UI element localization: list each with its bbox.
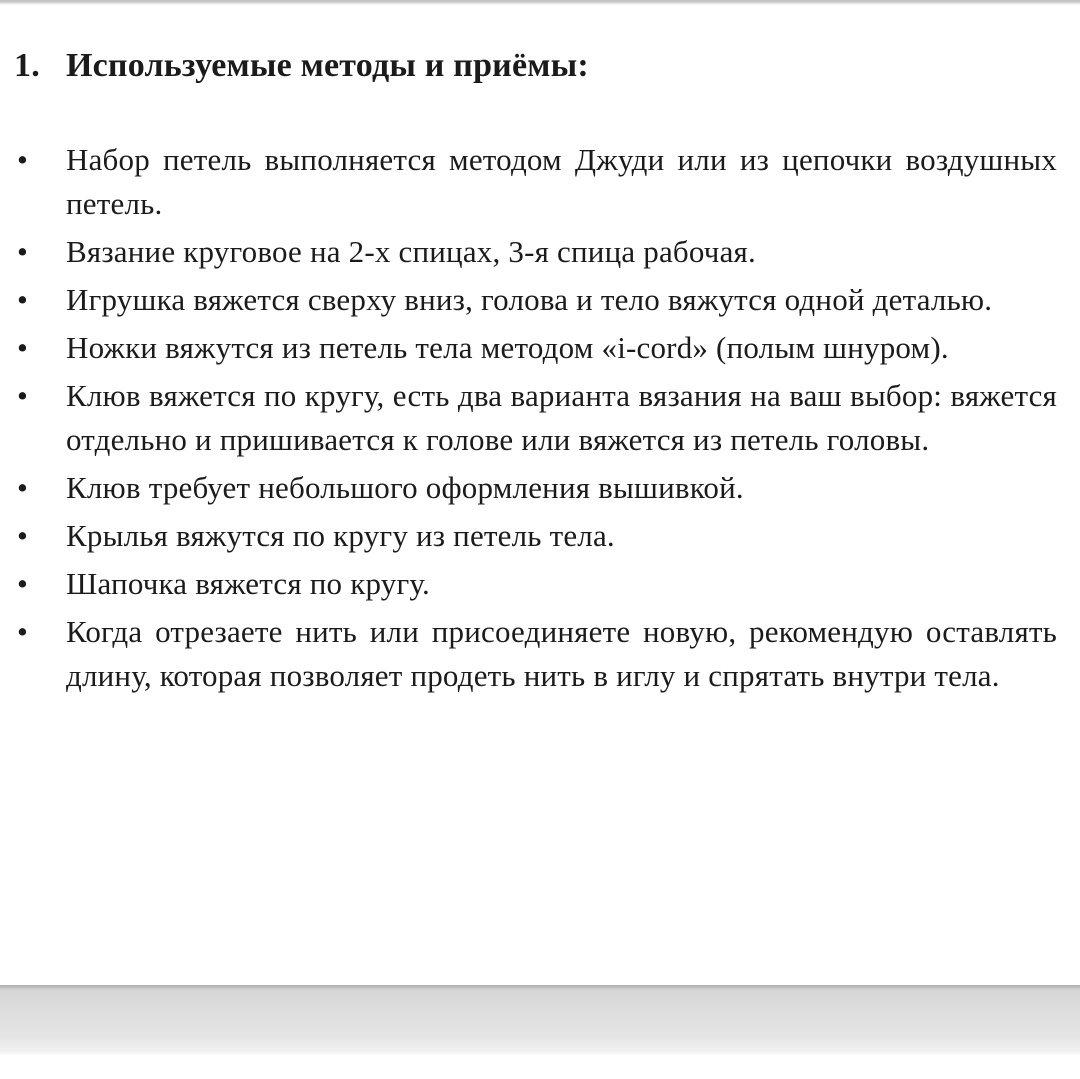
list-item-text: Вязание круговое на 2-х спицах, 3-я спица рабочая. <box>66 234 756 269</box>
bullet-icon: • <box>17 282 28 317</box>
next-page-top <box>0 1055 1080 1079</box>
list-item-text: Шапочка вяжется по кругу. <box>66 566 430 601</box>
bullet-icon: • <box>17 566 28 601</box>
list-item <box>14 138 1057 226</box>
list-item <box>14 466 1057 510</box>
document-page <box>0 6 1080 985</box>
list-item <box>14 326 1057 370</box>
list-item-text: Ножки вяжутся из петель тела методом «i-cord» (полым шнуром). <box>66 330 949 365</box>
bullet-icon: • <box>17 470 28 505</box>
list-item <box>14 278 1057 322</box>
bullet-icon: • <box>17 330 28 365</box>
list-item-text: Клюв требует небольшого оформления вышивкой. <box>66 470 744 505</box>
list-item <box>14 562 1057 606</box>
list-item <box>14 514 1057 558</box>
list-item <box>14 230 1057 274</box>
bullet-icon: • <box>17 518 28 553</box>
list-item-text: Игрушка вяжется сверху вниз, голова и тело вяжутся одной деталью. <box>66 282 993 317</box>
bullet-icon: • <box>17 614 28 649</box>
list-item-text: Крылья вяжутся по кругу из петель тела. <box>66 518 615 553</box>
bullet-icon: • <box>17 234 28 269</box>
bullet-icon: • <box>17 378 28 413</box>
list-item <box>14 610 1057 698</box>
list-item <box>14 374 1057 462</box>
section-number: 1. <box>14 47 40 84</box>
bullet-list <box>14 138 1057 698</box>
bullet-icon: • <box>17 142 28 177</box>
page-separator-bar <box>0 985 1080 1055</box>
section-title: Используемые методы и приёмы: <box>66 47 589 84</box>
list-item-text: Набор петель выполняется методом Джуди или из цепочки воздушных петель. <box>66 142 1057 221</box>
list-item-text: Когда отрезаете нить или присоединяете новую, рекомендую оставлять длину, которая позволяет продеть нить в иглу и спрятать внутри тела. <box>66 614 1057 693</box>
section-heading <box>14 46 1057 86</box>
list-item-text: Клюв вяжется по кругу, есть два варианта вязания на ваш выбор: вяжется отдельно и пришивается к голове или вяжется из петель головы. <box>66 378 1057 457</box>
